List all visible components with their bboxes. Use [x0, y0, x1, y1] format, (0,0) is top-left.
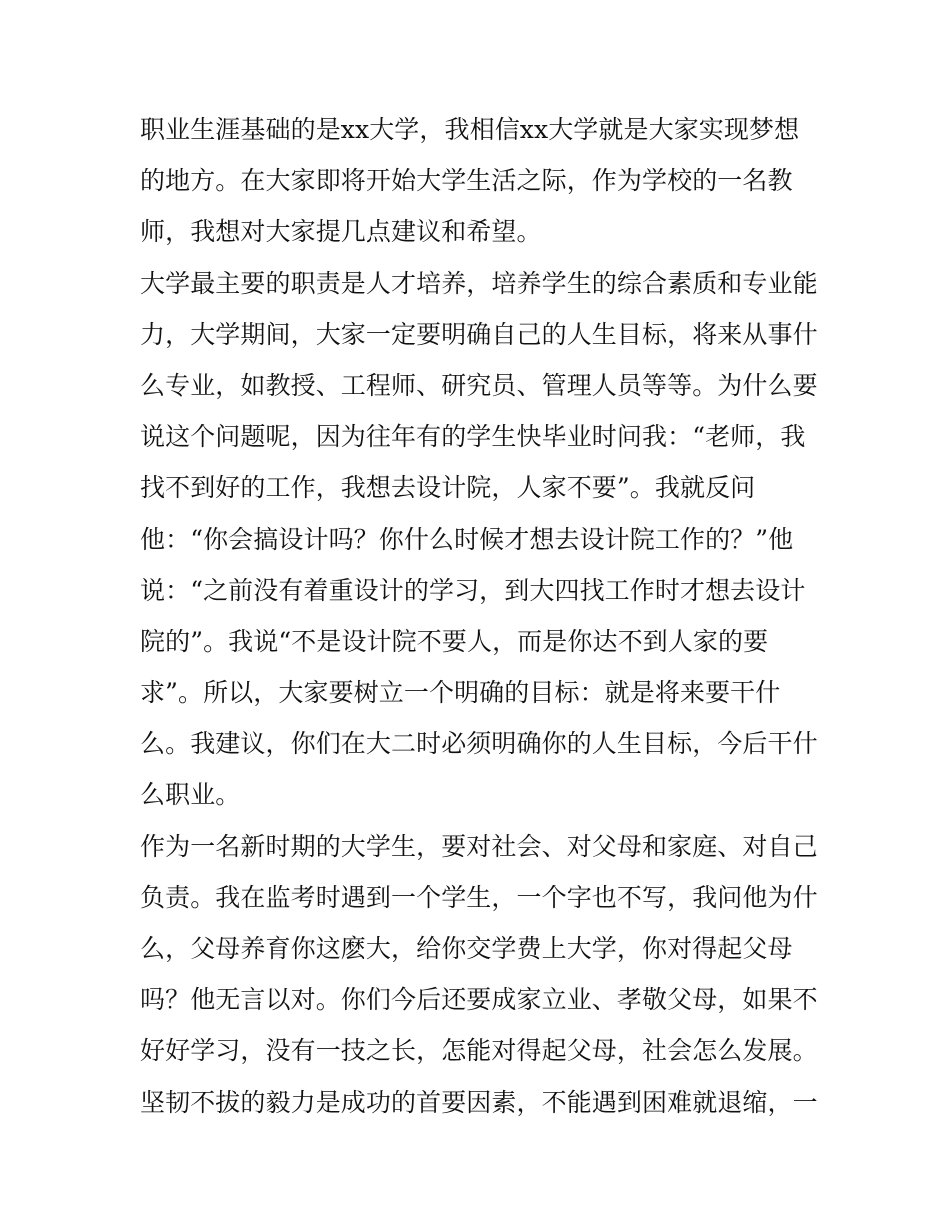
text-line: 么，父母养育你这麽大，给你交学费上大学，你对得起父母 [140, 934, 793, 963]
body-text [140, 104, 820, 1128]
text-line: 的地方。在大家即将开始大学生活之际，作为学校的一名教 [140, 166, 793, 196]
text-line: 大学最主要的职责是人才培养，培养学生的综合素质和专业能 [140, 268, 818, 298]
text-line: 说：“之前没有着重设计的学习，到大四找工作时才想去设计 [140, 575, 806, 605]
text-line: 好好学习，没有一技之长，怎能对得起父母，社会怎么发展。 [140, 1036, 818, 1066]
text-line: 院的”。我说“不是设计院不要人，而是你达不到人家的要 [140, 626, 769, 656]
text-line: 他：“你会搞设计吗？你什么时候才想去设计院工作的？”他 [140, 524, 794, 554]
text-line: 师，我想对大家提几点建议和希望。 [140, 217, 542, 247]
text-line: 吗？他无言以对。你们今后还要成家立业、孝敬父母，如果不 [140, 985, 818, 1015]
text-line: 作为一名新时期的大学生，要对社会、对父母和家庭、对自己 [140, 831, 818, 861]
text-line: 说这个问题呢，因为往年有的学生快毕业时问我：“老师，我 [140, 422, 806, 452]
text-line: 么职业。 [140, 780, 241, 810]
text-line: 么。我建议，你们在大二时必须明确你的人生目标，今后干什 [140, 729, 818, 759]
text-line: 求”。所以，大家要树立一个明确的目标：就是将来要干什 [140, 678, 781, 708]
text-line: 找不到好的工作，我想去设计院，人家不要”。我就反问 [140, 473, 756, 503]
text-line: 么专业，如教授、工程师、研究员、管理人员等等。为什么要 [140, 370, 818, 400]
text-line: 坚韧不拔的毅力是成功的首要因素，不能遇到困难就退缩，一 [140, 1087, 818, 1117]
text-line: 力，大学期间，大家一定要明确自己的人生目标，将来从事什 [140, 319, 818, 349]
text-line: 职业生涯基础的是xx大学，我相信xx大学就是大家实现梦想 [140, 115, 800, 144]
text-line: 负责。我在监考时遇到一个学生，一个字也不写，我问他为什 [140, 882, 818, 912]
